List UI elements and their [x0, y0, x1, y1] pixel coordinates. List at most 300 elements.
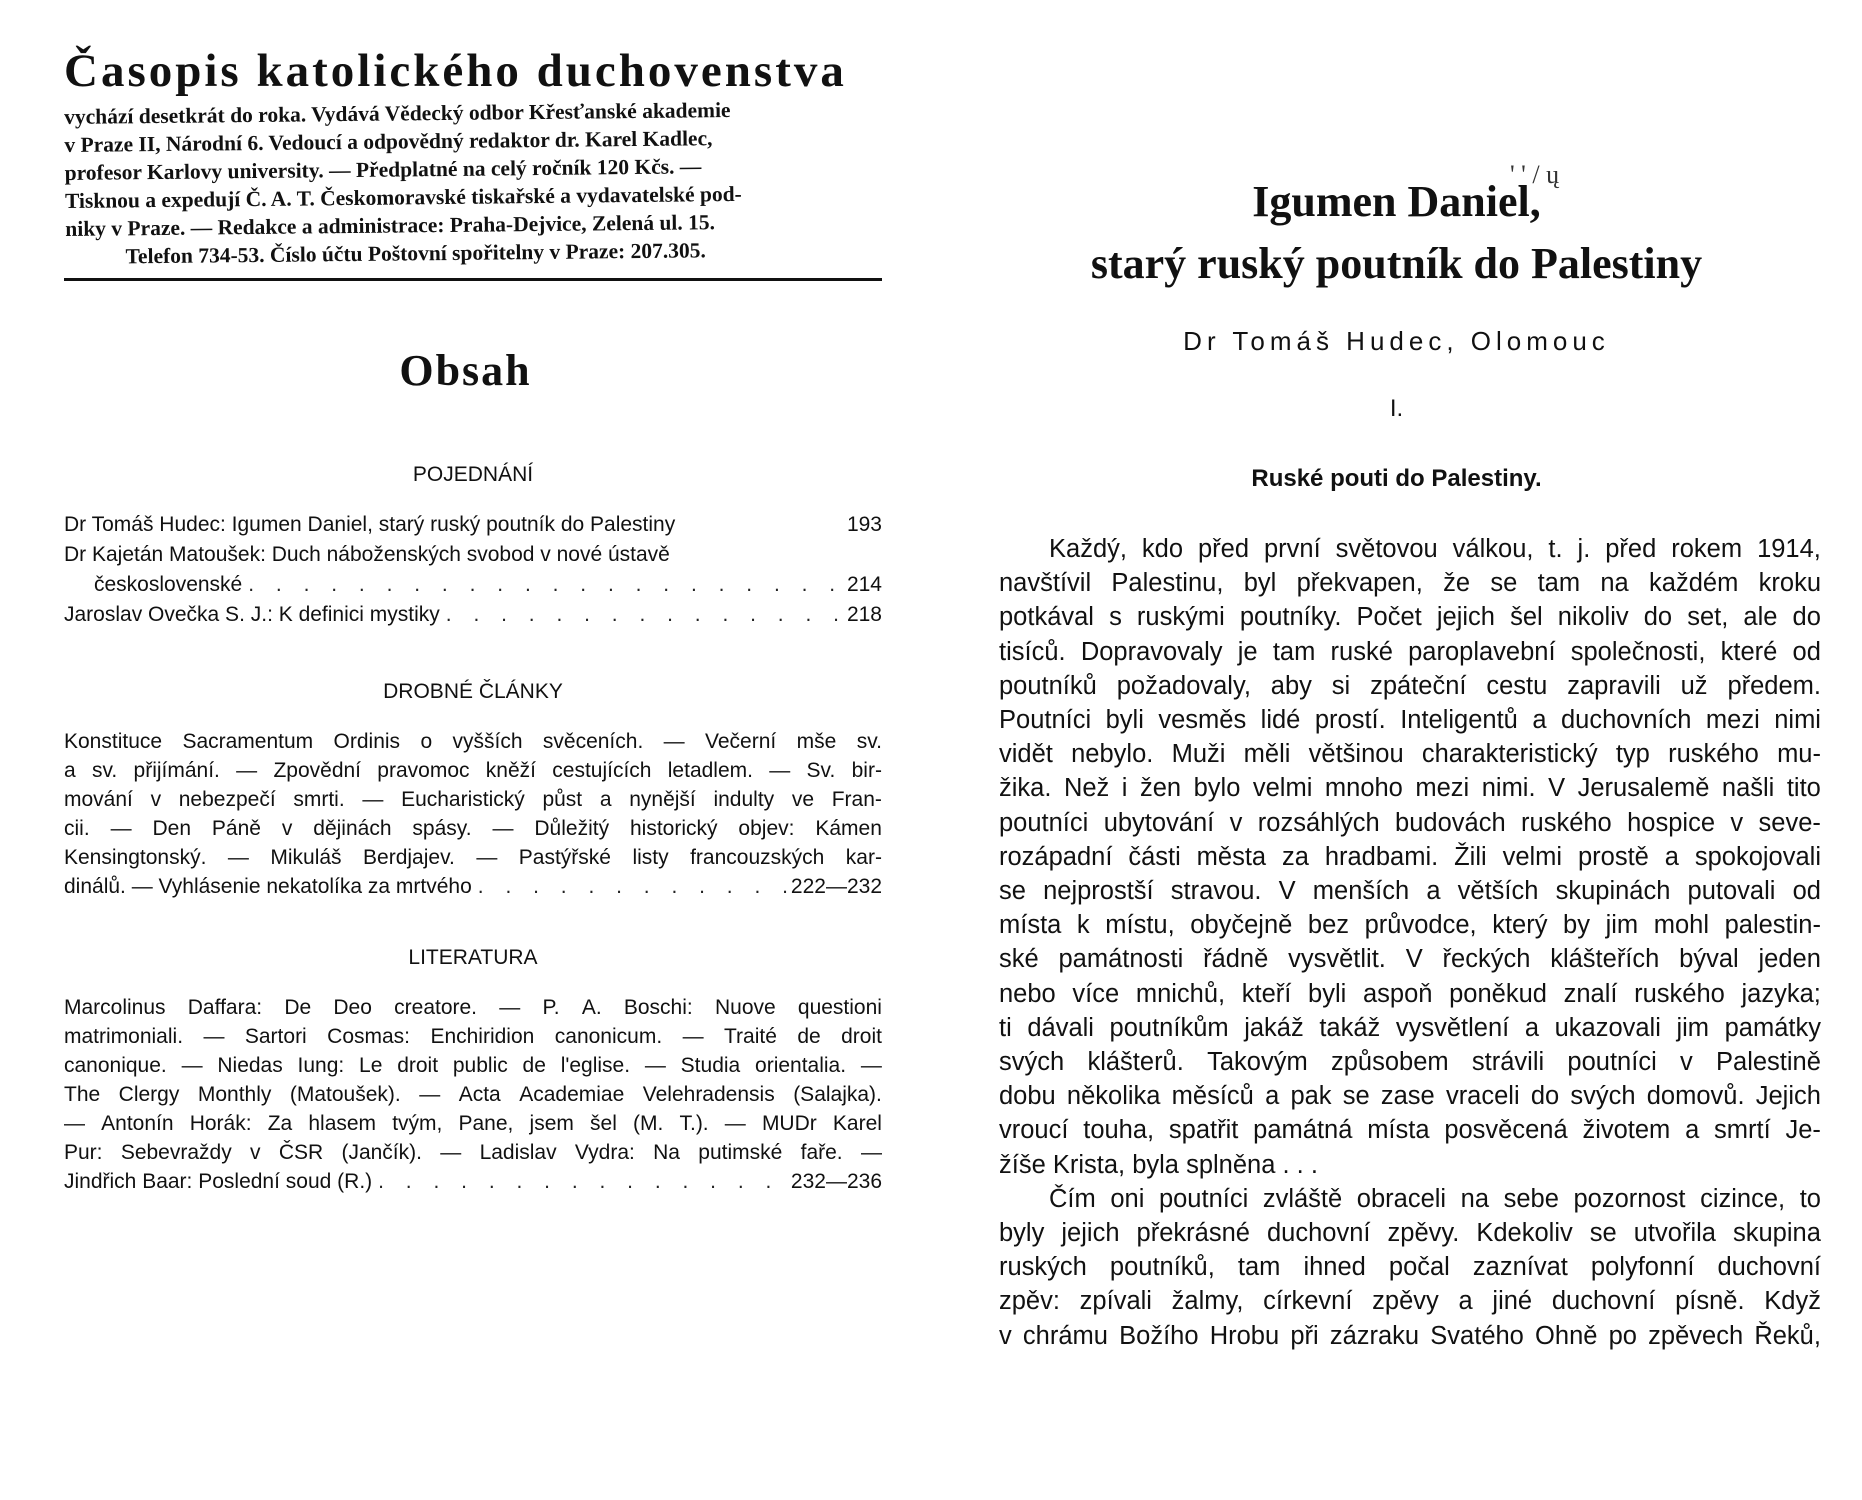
word: hradbami. [1324, 842, 1439, 871]
word: vesměs [1158, 706, 1247, 735]
word: před [1605, 535, 1657, 563]
word: kar- [845, 846, 882, 869]
word: prostí. [1314, 706, 1386, 735]
word: Konstituce [64, 730, 163, 753]
masthead-divider [64, 278, 882, 281]
word: duchovní [1717, 1253, 1821, 1282]
word: pravomoc [377, 759, 470, 782]
toc-entry [64, 570, 882, 600]
word: se [999, 877, 1026, 906]
word: nynější [629, 788, 696, 811]
toc-entry-text: Jindřich Baar: Poslední soud (R.) [64, 1170, 373, 1193]
word: pak [1290, 1082, 1332, 1111]
toc-entry-page: 214 [846, 573, 882, 596]
journal-title: Časopis katolického duchovenstva [64, 45, 847, 97]
word: — [236, 759, 258, 782]
toc-entry-page: 218 [846, 603, 882, 626]
word: každém [1649, 569, 1739, 598]
word: kněží [485, 759, 536, 782]
word: Kdekoliv [1476, 1219, 1573, 1248]
word: v [1229, 808, 1243, 837]
word: v [281, 817, 293, 840]
word: šel [1510, 603, 1543, 632]
word: poněkud [1449, 979, 1547, 1008]
word: bir- [851, 759, 882, 782]
word: svých [999, 1048, 1065, 1077]
word: ihned [1303, 1253, 1366, 1282]
margin-handwritten-mark: ' ' / ų [1510, 160, 1560, 189]
word: Pur: [64, 1141, 103, 1164]
text-line [999, 635, 1821, 669]
word: kteří [1241, 979, 1292, 1008]
word: nikoliv [1557, 603, 1629, 632]
word: Daffara: [187, 996, 263, 1019]
word: v [1730, 808, 1744, 837]
word: dobu [999, 1082, 1056, 1111]
word: to [1799, 1184, 1821, 1213]
word: při [1290, 1321, 1319, 1350]
word: které [1720, 637, 1778, 666]
word: a [1524, 1013, 1539, 1042]
word: tam [1272, 637, 1316, 666]
word: zase [1380, 1082, 1435, 1111]
word: poutníků, [1109, 1253, 1215, 1282]
word: o [420, 730, 433, 753]
word: Antonín [101, 1112, 174, 1135]
word: první [1264, 535, 1321, 563]
word: se [1589, 1219, 1617, 1248]
word: za [1281, 842, 1309, 871]
word: válkou, [1452, 535, 1534, 563]
word: nebezpečí [178, 788, 276, 811]
word: Jerusalemě [1577, 774, 1710, 803]
word: už [1680, 671, 1708, 700]
word: místa [1367, 1116, 1430, 1145]
text-line [64, 1080, 882, 1109]
word: se [1342, 1082, 1370, 1111]
word: Marcolinus [64, 996, 166, 1019]
word: V [1548, 774, 1566, 803]
word: klášteřích [1550, 945, 1660, 974]
word: Ladislav [479, 1141, 557, 1164]
word: — [110, 817, 132, 840]
text-line [999, 669, 1821, 703]
word: Ohně [1535, 1321, 1598, 1350]
text-line [999, 703, 1821, 737]
word: jazyka; [1741, 979, 1821, 1008]
text-line [999, 874, 1821, 908]
word: nebo [999, 979, 1056, 1008]
word: oni [1110, 1184, 1145, 1213]
section-heading-literatura: LITERATURA [408, 946, 538, 969]
text-line [999, 737, 1821, 771]
word: ubytování [1103, 808, 1215, 837]
word: francouzských [690, 846, 825, 869]
word: mnoho [1324, 774, 1403, 803]
word: našli [1721, 774, 1775, 803]
word: duchovní [1551, 1287, 1656, 1316]
word: Než [1063, 774, 1110, 803]
word: na [1460, 1184, 1490, 1213]
word: listy [632, 846, 669, 869]
word: mezi [1415, 774, 1470, 803]
word: a [1664, 842, 1679, 871]
section-heading-drobne: DROBNÉ ČLÁNKY [383, 680, 563, 703]
word: bez [1307, 911, 1350, 940]
word: palestin- [1724, 911, 1821, 940]
word: velmi [1252, 774, 1313, 803]
word: rokem [1671, 535, 1743, 563]
toc-entry-page: 232—236 [790, 1170, 882, 1193]
word: Le [359, 1054, 383, 1077]
word: Sartori [244, 1025, 307, 1048]
text-line [999, 1284, 1821, 1318]
word: domovů. [1646, 1082, 1745, 1111]
word: Muži [1171, 740, 1226, 769]
word: a [1458, 1287, 1473, 1316]
word: A. [581, 996, 602, 1019]
word: větších [1457, 877, 1539, 906]
word: tam [1237, 1253, 1281, 1282]
word: do [1792, 603, 1821, 632]
word: ruské [1330, 637, 1393, 666]
word: Boschi: [623, 996, 693, 1019]
word: de [797, 1025, 821, 1048]
word: faře. [800, 1141, 843, 1164]
word: Žili [1454, 842, 1487, 871]
word: mše [796, 730, 837, 753]
word: Clergy [118, 1083, 180, 1106]
word: památnosti [1058, 945, 1184, 974]
text-line [64, 1138, 882, 1167]
word: seve- [1758, 808, 1821, 837]
word: — [362, 788, 384, 811]
word: poutníkům [1109, 1013, 1229, 1042]
word: Důležitý [534, 817, 610, 840]
word: Pastýřské [518, 846, 611, 869]
word: dávali [1027, 1013, 1094, 1042]
word: zázraku [1329, 1321, 1420, 1350]
word: — [64, 1112, 85, 1135]
masthead-line: profesor Karlovy university. — Předplatné na celý ročník 120 Kčs. — [64, 154, 702, 185]
word: zapravili [1567, 671, 1661, 700]
word: bylo [1193, 774, 1241, 803]
toc-entry-page: 222—232 [790, 875, 882, 898]
word: — [769, 759, 791, 782]
word: aspoň [1362, 979, 1433, 1008]
word: a [1426, 877, 1441, 906]
word: zpěvy. [1387, 1219, 1460, 1248]
word: menších [1312, 877, 1410, 906]
word: se [1490, 569, 1518, 598]
word: v [150, 788, 162, 811]
word: vysvětlit. [1288, 945, 1386, 974]
word: ruských [999, 1253, 1087, 1282]
word: rozsáhlých [1257, 808, 1380, 837]
word: části [1128, 842, 1181, 871]
word: ČSR [278, 1141, 324, 1164]
masthead-line: Tisknou a expedují Č. A. T. Českomoravské tiskařské a vydavatelské pod- [64, 181, 742, 213]
word: Jejich [1755, 1082, 1821, 1111]
word: po [1608, 1321, 1637, 1350]
text-line [999, 532, 1821, 566]
text-line [999, 600, 1821, 634]
toc-entry-text: československé [94, 573, 243, 596]
word: (M. [633, 1112, 664, 1135]
toc-entry [64, 1167, 882, 1196]
word: skupinách [1555, 877, 1671, 906]
word: i [1121, 774, 1128, 803]
literatura-list [64, 993, 882, 1196]
word: — [181, 1054, 203, 1077]
word: tito [1786, 774, 1821, 803]
word: Večerní [705, 730, 777, 753]
word: duchovních [1561, 706, 1692, 735]
drobne-clanky-list [64, 727, 882, 901]
article-title-line1: Igumen Daniel, [1252, 177, 1541, 226]
word: tam [1537, 569, 1581, 598]
word: je [1237, 637, 1258, 666]
word: vraceli [1445, 1082, 1520, 1111]
word: posvěcená [1444, 1116, 1568, 1145]
word: v [1680, 1048, 1693, 1077]
text-line [999, 1045, 1821, 1079]
word: navštívil [999, 569, 1092, 598]
word: Berdjajev. [363, 846, 455, 869]
word: Řeků, [1754, 1321, 1821, 1350]
word: sv. [856, 730, 882, 753]
word: Velehradensis [642, 1083, 775, 1106]
word: a [64, 759, 76, 782]
word: Sacramentum [182, 730, 314, 753]
word: Sebevraždy [120, 1141, 232, 1164]
word: který [1492, 911, 1548, 940]
word: — [860, 1141, 882, 1164]
word: — [227, 846, 249, 869]
word: paroplavební [1408, 637, 1556, 666]
word: droit [397, 1054, 439, 1077]
word: public [452, 1054, 508, 1077]
toc-entry [64, 600, 882, 630]
word: zpěvy [1372, 1287, 1439, 1316]
word: poutníků [999, 671, 1097, 700]
text-line [64, 1051, 882, 1080]
word: orientalia. [755, 1054, 847, 1077]
word: nimi [1774, 706, 1821, 735]
article-body [999, 532, 1821, 1353]
word: charakteristický [1421, 740, 1598, 769]
word: byly [999, 1219, 1045, 1248]
word: Acta [458, 1083, 501, 1106]
word: jeden [1758, 945, 1821, 974]
word: Monthly [197, 1083, 272, 1106]
word: cestujících [552, 759, 652, 782]
word: — [724, 1112, 746, 1135]
word: historický [629, 817, 718, 840]
word: mování [64, 788, 133, 811]
word: cii. [64, 817, 90, 840]
word: Karel [832, 1112, 882, 1135]
word: byli [1308, 979, 1347, 1008]
word: ruskými [1136, 603, 1225, 632]
word: jakáž [1244, 1013, 1304, 1042]
word: vyšších [452, 730, 523, 753]
word: kdo [1141, 535, 1184, 563]
text-line [64, 1022, 882, 1051]
word: Počet [1356, 603, 1422, 632]
word: vroucí [999, 1116, 1069, 1145]
word: aby [1270, 671, 1312, 700]
word: pozornost [1573, 1184, 1686, 1213]
word: typ [1615, 740, 1650, 769]
word: hospice [1627, 808, 1716, 837]
word: — [203, 1025, 225, 1048]
word: klášterů. [1087, 1048, 1184, 1077]
word: světovou [1335, 535, 1438, 563]
word: před [1198, 535, 1250, 563]
word: Inteligentů [1400, 706, 1518, 735]
word: — [476, 846, 498, 869]
word: Hrobu [1209, 1321, 1280, 1350]
text-line [999, 1216, 1821, 1250]
word: většinou [1308, 740, 1404, 769]
word: — [419, 1083, 441, 1106]
word: poutníci [1567, 1048, 1657, 1077]
word: ruského [1634, 979, 1725, 1008]
word: a [1685, 1116, 1700, 1145]
word: stravou. [1170, 877, 1262, 906]
word: ukazovali [1554, 1013, 1661, 1042]
word: životem [1582, 1116, 1671, 1145]
word: kroku [1758, 569, 1821, 598]
word: objev: [738, 817, 795, 840]
word: a [1532, 706, 1547, 735]
word: The [64, 1083, 101, 1106]
word: zaznívat [1472, 1253, 1568, 1282]
word: býval [1679, 945, 1739, 974]
word: průvodce, [1364, 911, 1477, 940]
word: spásy. [412, 817, 472, 840]
word: Iung: [297, 1054, 345, 1077]
word: polyfonní [1590, 1253, 1695, 1282]
word: do [1643, 603, 1673, 632]
word: Studia [680, 1054, 741, 1077]
word: obyčejně [1190, 911, 1293, 940]
word: Vydra: [574, 1141, 635, 1164]
word: zpěvech [1648, 1321, 1744, 1350]
word: Páně [211, 817, 261, 840]
word: ale [1743, 603, 1778, 632]
word: obraceli [1356, 1184, 1447, 1213]
word: prostě [1577, 842, 1649, 871]
word: mohl [1653, 911, 1709, 940]
word: ruského [1668, 740, 1759, 769]
word: Academiae [519, 1083, 625, 1106]
word: creatore. [394, 996, 478, 1019]
word: utvořila [1633, 1219, 1716, 1248]
text-line [999, 771, 1821, 805]
toc-entry-text: Dr Kajetán Matoušek: Duch náboženských svobod v nové ústavě [64, 543, 670, 566]
word: jejich [1436, 603, 1495, 632]
word: (Salajka). [793, 1083, 882, 1106]
word: ruského [1521, 808, 1612, 837]
word: dějinách [313, 817, 392, 840]
word: půst [542, 788, 583, 811]
text-line: žíše Krista, byla splněna . . . [999, 1150, 1318, 1179]
word: Horák: [189, 1112, 252, 1135]
masthead-line: v Praze II, Národní 6. Vedoucí a odpovědný redaktor dr. Karel Kadlec, [64, 126, 713, 157]
toc-entry-text: Jaroslav Ovečka S. J.: K definici mystiky [64, 603, 440, 626]
word: set, [1687, 603, 1729, 632]
toc-entry-page: 193 [846, 513, 882, 536]
word: si [1331, 671, 1351, 700]
word: církevní [1263, 1287, 1353, 1316]
word: spokojovali [1694, 842, 1821, 871]
word: rozápadní [999, 842, 1113, 871]
word: matrimoniali. [64, 1025, 184, 1048]
word: (Matoušek). [289, 1083, 401, 1106]
word: De [284, 996, 312, 1019]
word: cestu [1486, 671, 1548, 700]
word: — [440, 1141, 462, 1164]
text-line [999, 806, 1821, 840]
word: — [663, 730, 685, 753]
word: Za [267, 1112, 293, 1135]
text-line [999, 908, 1821, 942]
word: vidět [999, 740, 1053, 769]
text-line [999, 942, 1821, 976]
word: Fran- [831, 788, 882, 811]
word: způsobem [1330, 1048, 1449, 1077]
word: duchovní [1266, 1219, 1371, 1248]
word: smrti. [293, 788, 345, 811]
word: Božího [1119, 1321, 1199, 1350]
word: Cosmas: [327, 1025, 411, 1048]
word: Mikuláš [270, 846, 342, 869]
word: jim [1605, 911, 1639, 940]
word: jim [1676, 1013, 1710, 1042]
toc-leader [372, 1167, 791, 1196]
word: V [1405, 945, 1423, 974]
word: nejprostší [1043, 877, 1154, 906]
word: MUDr [761, 1112, 817, 1135]
word: — [492, 817, 514, 840]
word: od [1792, 637, 1821, 666]
masthead-line: vychází desetkrát do roka. Vydává Vědecký odbor Křesťanské akademie [64, 98, 731, 129]
word: mu- [1777, 740, 1821, 769]
word: šel [590, 1112, 617, 1135]
word: P. [542, 996, 560, 1019]
word: Kámen [815, 817, 882, 840]
word: místa [999, 911, 1062, 940]
word: hlasem [308, 1112, 377, 1135]
word: mnichů, [1135, 979, 1226, 1008]
word: — [644, 1054, 666, 1077]
word: památky [1724, 1013, 1821, 1042]
word: by [1563, 911, 1590, 940]
word: Pane, [458, 1112, 514, 1135]
word: vysvětlení [1395, 1013, 1510, 1042]
section-subheading: Ruské pouti do Palestiny. [1251, 465, 1542, 492]
word: a [1265, 1082, 1280, 1111]
word: Palestinu, [1111, 569, 1224, 598]
word: s [1109, 603, 1122, 632]
word: Takovým [1207, 1048, 1308, 1077]
word: do [1530, 1082, 1560, 1111]
word: nebylo. [1071, 740, 1154, 769]
word: žen [1139, 774, 1182, 803]
toc-leader [242, 570, 847, 600]
